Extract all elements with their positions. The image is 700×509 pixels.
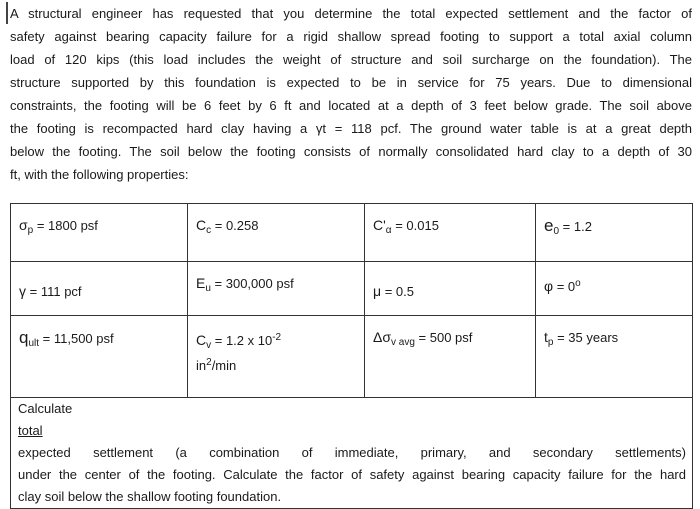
text-cursor-bar — [6, 2, 8, 24]
gamma-symbol: γ — [19, 283, 26, 299]
question-line-3: clay soil below the shallow footing foundation. — [18, 489, 282, 504]
cell-secondary-compression-index — [365, 204, 536, 262]
cv-exponent: -2 — [272, 332, 282, 343]
table-row — [11, 204, 693, 262]
cell-friction-angle — [536, 262, 693, 316]
tp-subscript: p — [547, 337, 554, 348]
cell-primary-consolidation-time — [536, 316, 693, 398]
cc-subscript: c — [206, 225, 212, 236]
cv-symbol: C — [196, 332, 207, 348]
sigma-subscript: p — [27, 225, 34, 236]
problem-line-7: below the footing. The soil below the footing consists of normally consolidated hard clay to a depth of 30 — [10, 144, 692, 159]
gamma-value: = 111 pcf — [29, 284, 82, 299]
qult-value: = 11,500 psf — [42, 331, 114, 346]
cell-void-ratio — [536, 204, 693, 262]
phi-symbol: φ — [544, 278, 554, 294]
e0-symbol: e — [544, 216, 554, 235]
calpha-subscript: α — [385, 225, 392, 236]
tp-symbol: t — [544, 329, 548, 345]
cell-poisson-ratio — [365, 262, 536, 316]
cell-ultimate-bearing — [11, 316, 188, 398]
cell-undrained-modulus — [188, 262, 365, 316]
problem-line-4: structure supported by this foundation is expected to be in service for 75 years. Due to dimensional — [10, 75, 692, 90]
question-text — [18, 398, 686, 508]
qult-symbol: q — [19, 328, 29, 347]
problem-line-3: load of 120 kips (this load includes the weight of structure and soil surcharge on the foundation). The — [10, 52, 692, 67]
problem-line-5: constraints, the footing will be 6 feet by 6 ft and located at a depth of 3 feet below grade. The soil above — [10, 98, 692, 113]
mu-symbol: μ — [373, 283, 382, 299]
question-cell — [11, 398, 693, 509]
cell-consolidation-coefficient — [188, 316, 365, 398]
calpha-symbol: C' — [373, 217, 386, 233]
cv-unit-exponent: 2 — [206, 357, 212, 368]
cell-stress-increase — [365, 316, 536, 398]
question-line-1 — [18, 398, 686, 464]
problem-line-6: the footing is recompacted hard clay having a γt = 118 pcf. The ground water table is at a great depth — [10, 121, 692, 136]
calpha-value: = 0.015 — [395, 218, 439, 233]
problem-line-8: ft, with the following properties: — [10, 167, 189, 182]
question-lead: Calculate — [18, 401, 73, 416]
question-underlined-word: total — [18, 423, 43, 438]
phi-value: = 0 — [556, 279, 576, 294]
cc-symbol: C — [196, 217, 207, 233]
cell-compression-index — [188, 204, 365, 262]
table-row — [11, 398, 693, 509]
qult-subscript: ult — [28, 338, 40, 349]
mu-value: = 0.5 — [384, 284, 414, 299]
delta-sigma-subscript: v avg — [391, 337, 415, 348]
question-line-2: under the center of the footing. Calculate the factor of safety against bearing capacity failure for the hard — [18, 467, 686, 482]
cv-value: = 1.2 x 10 — [214, 333, 273, 348]
cv-unit — [196, 355, 236, 373]
eu-symbol: E — [196, 275, 206, 291]
question-line-1-rest: expected settlement (a combination of immediate, primary, and secondary settlements) — [18, 445, 686, 460]
eu-value: = 300,000 psf — [214, 276, 294, 291]
table-row — [11, 316, 693, 398]
cv-unit-rest: /min — [211, 358, 237, 373]
sigma-value: = 1800 psf — [36, 218, 98, 233]
delta-sigma-symbol: Δσ — [373, 329, 391, 345]
cc-value: = 0.258 — [214, 218, 259, 233]
phi-degree: o — [575, 278, 581, 289]
table-row — [11, 262, 693, 316]
eu-subscript: u — [205, 283, 211, 294]
cell-unit-weight — [11, 262, 188, 316]
sigma-symbol: σ — [19, 217, 28, 233]
problem-line-2: safety against bearing capacity failure for a rigid shallow spread footing to support a total axial column — [10, 29, 692, 44]
soil-properties-table — [10, 203, 693, 509]
e0-value: = 1.2 — [562, 219, 592, 234]
problem-line-1: A structural engineer has requested that you determine the total expected settlement and the factor of — [10, 6, 692, 21]
cv-subscript: v — [206, 340, 212, 351]
delta-sigma-value: = 500 psf — [418, 330, 473, 345]
cell-preconsolidation-pressure — [11, 204, 188, 262]
e0-subscript: 0 — [553, 226, 560, 237]
tp-value: = 35 years — [557, 330, 619, 345]
cv-unit-prefix: in — [196, 358, 207, 373]
